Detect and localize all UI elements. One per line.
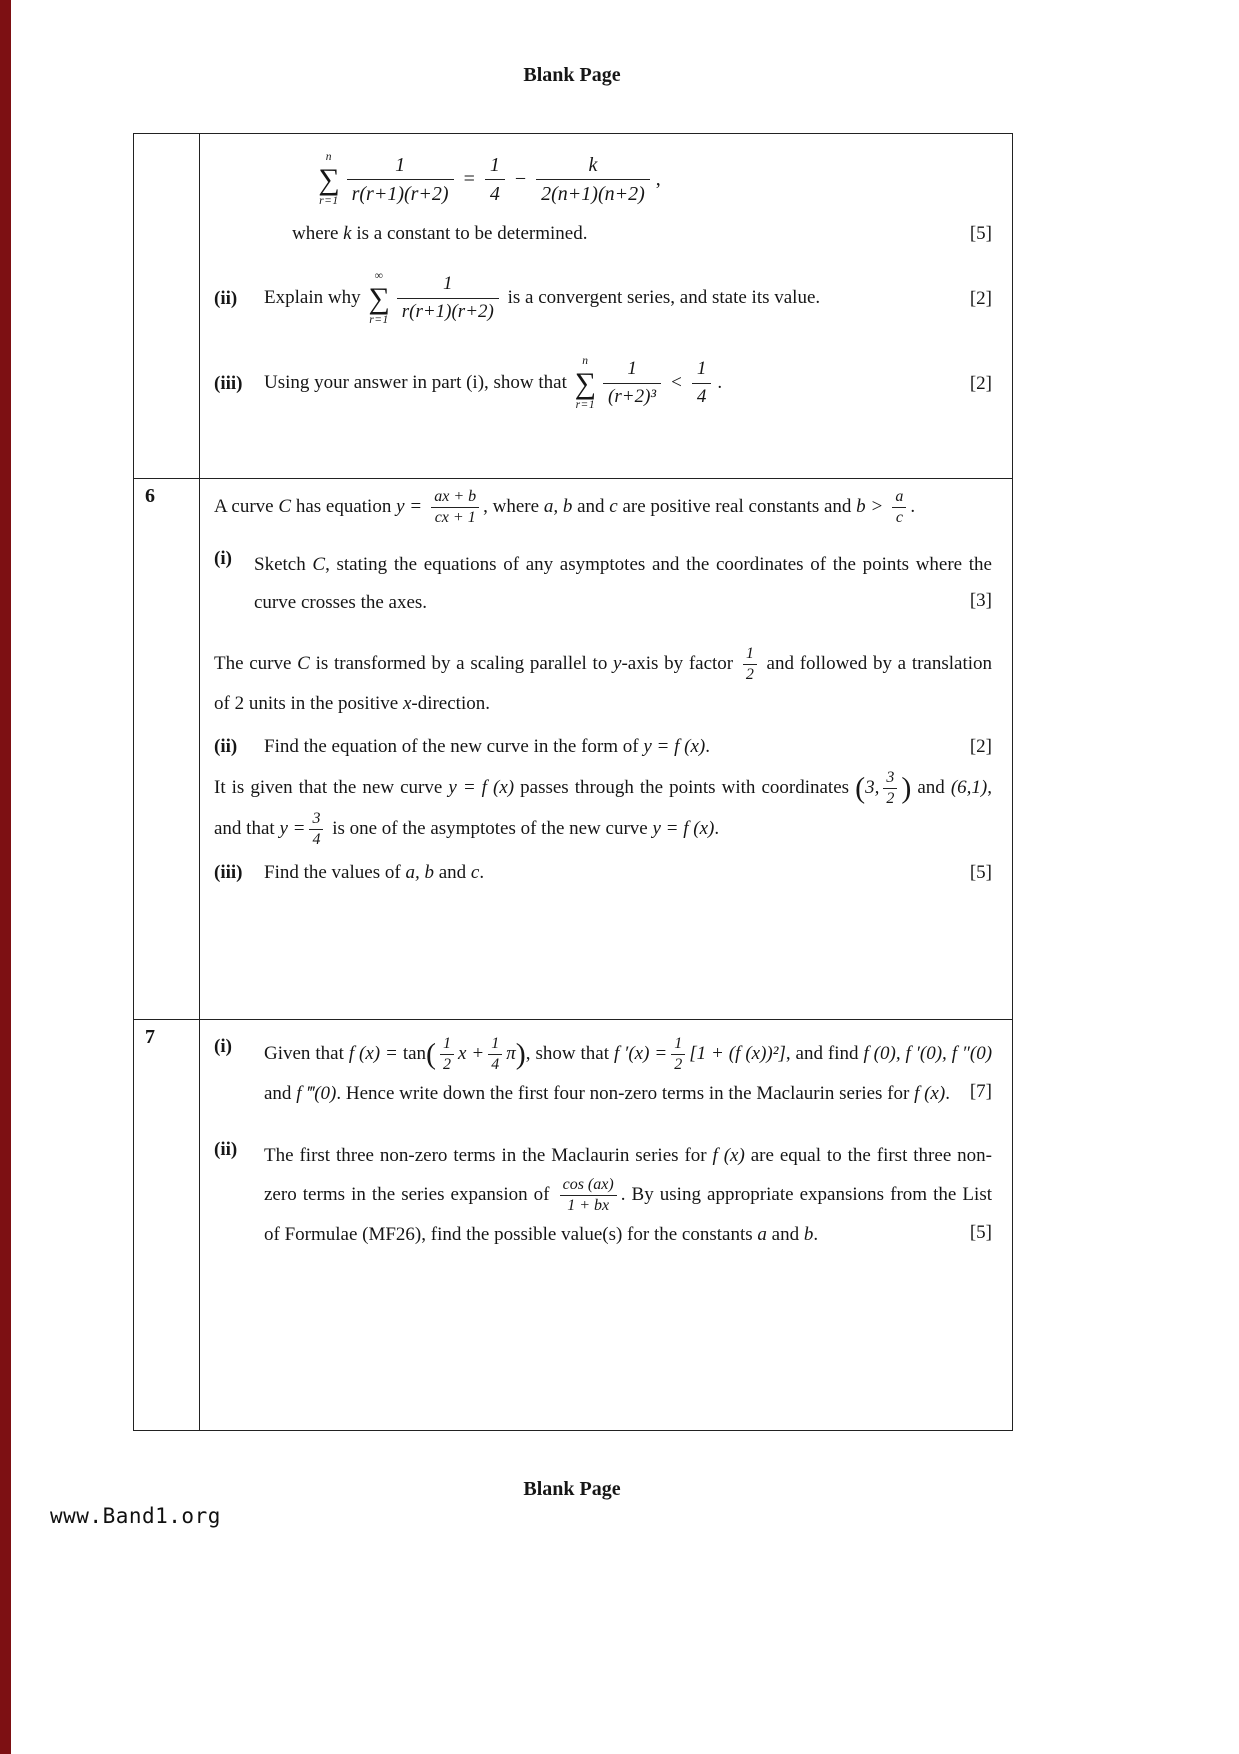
fraction-denominator: 4 (491, 1056, 500, 1073)
marks-badge: [2] (969, 372, 992, 394)
text-segment: where (292, 223, 344, 244)
question-intro (214, 487, 992, 528)
part-text (254, 546, 992, 622)
text-segment: , and find (785, 1042, 864, 1064)
part-ii (214, 736, 992, 758)
fraction-denominator: c (895, 509, 903, 526)
part-text (264, 1034, 992, 1113)
variable: b (803, 1224, 814, 1245)
text-segment: Explain why (264, 286, 366, 308)
transformation-paragraph (214, 644, 992, 724)
fraction-denominator: 4 (696, 386, 707, 407)
text-segment: and (766, 1224, 804, 1245)
fraction-numerator: 1 (671, 1034, 685, 1055)
fraction (536, 152, 650, 207)
equals-operator: = (410, 495, 422, 517)
summation-symbol (575, 356, 596, 411)
text-segment: . (910, 495, 916, 517)
variable: C (312, 554, 326, 575)
text-segment: . By using appropriate expansions from the List of Formulae (MF26), find the possible value(s) for the constants (264, 1183, 992, 1245)
text-segment: , where (483, 495, 544, 517)
fraction-denominator: 4 (489, 183, 500, 205)
variable: b (856, 495, 866, 517)
math-expression: y = (279, 817, 306, 839)
trailing-period: . (717, 371, 723, 393)
fraction-denominator: 2 (745, 666, 754, 683)
less-than-operator: < (671, 371, 682, 393)
math-expression: f ′(x) = (613, 1042, 668, 1064)
text-segment: is transformed by a scaling parallel to (309, 652, 614, 674)
display-formula (214, 144, 992, 207)
fraction (560, 1175, 617, 1216)
fraction-numerator: 1 (485, 152, 505, 180)
text-segment: . (945, 1083, 950, 1104)
math-expression: f ‴(0) (296, 1083, 337, 1104)
variable: a (757, 1224, 767, 1245)
close-paren: ) (901, 771, 912, 805)
part-text (264, 356, 960, 411)
fraction-denominator: 2(n+1)(n+2) (541, 183, 645, 205)
greater-than-operator: > (871, 495, 883, 517)
text-segment: A curve (214, 495, 279, 517)
text-segment: . (705, 735, 710, 757)
part-text (264, 736, 960, 758)
text-segment: and (433, 861, 471, 883)
question-number-cell (134, 134, 200, 478)
marks-badge: [2] (969, 287, 992, 309)
sum-lower-limit: r=1 (319, 194, 339, 207)
minus-operator: − (514, 168, 527, 190)
text-segment: and (911, 776, 951, 798)
question-body (200, 1020, 1012, 1430)
marks-badge: [5] (969, 1222, 992, 1243)
text-segment: Given that (264, 1042, 349, 1064)
text-segment: Find the equation of the new curve in the form of (264, 735, 644, 757)
close-paren: ) (515, 1037, 526, 1071)
text-segment: are equal to the first three non-zero terms in the series expansion of (264, 1145, 992, 1205)
marks-badge: [2] (969, 735, 992, 757)
fraction-numerator: cos (ax) (560, 1175, 617, 1196)
text-segment: . (813, 1224, 819, 1245)
text-segment: is a constant to be determined. (351, 223, 588, 244)
site-watermark: www.Band1.org (50, 1504, 221, 1528)
function-name: tan (402, 1042, 427, 1064)
fraction (485, 152, 505, 207)
sum-upper-limit: n (582, 355, 589, 367)
text-segment: , stating the equations of any asymptotes and the coordinates of the points where the curve crosses the axes. (254, 554, 992, 613)
fraction-numerator: k (536, 152, 650, 180)
part-label: (i) (214, 1036, 232, 1057)
math-expression: x + (458, 1042, 485, 1064)
fraction (743, 644, 757, 685)
top-blank-page-label: Blank Page (523, 64, 621, 86)
part-text (264, 862, 960, 884)
part-i (214, 1034, 992, 1113)
question-number: 6 (134, 479, 200, 1019)
text-segment: The curve (214, 652, 298, 674)
text-segment: The first three non-zero terms in the Maclaurin series for (264, 1145, 713, 1166)
math-expression: [1 + (f (x))²] (689, 1042, 786, 1064)
open-paren: ( (855, 771, 866, 805)
fraction (671, 1034, 685, 1075)
marks-badge: [3] (969, 590, 992, 611)
text-segment: and (264, 1083, 297, 1104)
part-ii (214, 1137, 992, 1254)
sigma-glyph: ∑ (574, 366, 597, 400)
fraction-denominator: r(r+1)(r+2) (351, 183, 449, 205)
marks-badge: [7] (969, 1081, 992, 1102)
equals-operator: = (463, 168, 475, 190)
text-segment: It is given that the new curve (214, 776, 449, 798)
text-segment: , and that (214, 776, 992, 839)
fraction-numerator: 3 (309, 809, 323, 830)
coordinate-value: (6,1) (950, 776, 988, 798)
bottom-blank-page-label: Blank Page (523, 1478, 621, 1500)
text-segment: is one of the asymptotes of the new curve (327, 817, 653, 839)
fraction (440, 1034, 454, 1075)
fraction-denominator: 1 + bx (567, 1197, 610, 1214)
question-body (200, 479, 1012, 1019)
text-segment: -direction. (411, 693, 490, 714)
fraction-numerator: 1 (743, 644, 757, 665)
part-ii (214, 271, 992, 326)
text-segment: . (714, 817, 720, 839)
question-row-7 (134, 1019, 1012, 1430)
part-label: (i) (214, 548, 232, 569)
fraction-numerator: 3 (883, 768, 897, 789)
text-segment: Find the values of (264, 861, 406, 883)
coordinate-value: 3, (865, 776, 880, 798)
summation-symbol (368, 271, 389, 326)
marks-badge: [5] (969, 223, 992, 244)
part-text (264, 1137, 992, 1254)
sum-upper-limit: ∞ (374, 270, 384, 282)
variable: a, b (405, 861, 434, 883)
fraction-numerator: a (892, 487, 906, 508)
text-segment: has equation (291, 495, 397, 517)
part-text (264, 271, 960, 326)
fraction-denominator: 2 (443, 1056, 452, 1073)
fraction-numerator: ax + b (431, 487, 479, 508)
sum-lower-limit: r=1 (575, 398, 596, 411)
fraction-numerator: 1 (347, 152, 454, 180)
text-segment: -axis by factor (621, 652, 739, 674)
trailing-comma: , (655, 168, 661, 190)
text-segment: , show that (525, 1042, 614, 1064)
fraction-numerator: 1 (488, 1034, 502, 1055)
question-number: 7 (134, 1020, 200, 1430)
variable: c (470, 861, 480, 883)
given-paragraph (214, 768, 992, 850)
fraction-denominator: r(r+1)(r+2) (401, 301, 494, 322)
fraction-denominator: 2 (674, 1056, 683, 1073)
text-segment: is a convergent series, and state its value. (502, 286, 821, 308)
fraction (488, 1034, 502, 1075)
marks-badge: [5] (969, 861, 992, 883)
fraction (431, 487, 479, 528)
fraction-numerator: 1 (440, 1034, 454, 1055)
math-expression: y = f (x) (652, 817, 715, 839)
text-segment: Sketch (254, 554, 313, 575)
math-expression: f (x) (914, 1083, 946, 1104)
fraction-denominator: cx + 1 (434, 509, 476, 526)
sum-lower-limit: r=1 (369, 313, 389, 326)
sum-upper-limit: n (325, 151, 333, 163)
question-row-6 (134, 478, 1012, 1019)
fraction (883, 768, 897, 809)
math-expression: f (x) (712, 1145, 745, 1166)
variable: a, b (543, 495, 573, 517)
pi-symbol: π (506, 1042, 516, 1064)
text-segment: and (572, 495, 610, 517)
variable: y (613, 652, 622, 674)
part-label: (ii) (214, 287, 238, 309)
part-label: (ii) (214, 735, 238, 757)
part-i (214, 546, 992, 622)
question-row-5 (134, 134, 1012, 478)
fraction (692, 357, 712, 409)
math-expression: y = f (x) (643, 735, 706, 757)
variable: k (343, 223, 352, 244)
note-text (292, 223, 587, 245)
page-binding-strip (0, 0, 11, 1754)
question-body (200, 134, 1012, 478)
variable: y (396, 495, 405, 517)
text-segment: passes through the points with coordinates (514, 776, 856, 798)
open-paren: ( (426, 1037, 437, 1071)
text-segment: . (479, 861, 485, 883)
variable: C (278, 495, 292, 517)
sigma-glyph: ∑ (318, 162, 340, 196)
text-segment: are positive real constants and (617, 495, 857, 517)
math-expression (315, 152, 661, 207)
fraction (603, 357, 661, 409)
part-iii (214, 862, 992, 884)
summation-symbol (318, 152, 339, 207)
math-expression: f (0), f ′(0), f ″(0) (863, 1042, 993, 1064)
fraction (892, 487, 906, 528)
text-segment: Using your answer in part (i), show that (264, 371, 572, 393)
question-table (133, 133, 1013, 1431)
math-expression: y = f (x) (448, 776, 515, 798)
fraction-numerator: 1 (692, 357, 712, 384)
fraction (347, 152, 454, 207)
variable: x (402, 693, 412, 714)
fraction-numerator: 1 (603, 357, 661, 384)
variable: C (297, 652, 310, 674)
math-expression: f (x) = (348, 1042, 403, 1064)
variable: c (609, 495, 618, 517)
part-label: (ii) (214, 1139, 238, 1160)
sigma-glyph: ∑ (368, 281, 390, 315)
fraction-numerator: 1 (397, 272, 499, 299)
fraction (309, 809, 323, 850)
fraction-denominator: 2 (886, 789, 895, 807)
part-label: (iii) (214, 372, 243, 394)
fraction-denominator: (r+2)³ (608, 386, 657, 407)
text-segment: . Hence write down the first four non-zero terms in the Maclaurin series for (336, 1083, 915, 1104)
fraction-denominator: 4 (312, 830, 321, 848)
part-label: (iii) (214, 861, 243, 883)
part-iii (214, 356, 992, 411)
fraction (397, 272, 499, 324)
text-segment: and followed by a translation of 2 units in the positive (214, 652, 993, 714)
constant-note-line (214, 223, 992, 245)
